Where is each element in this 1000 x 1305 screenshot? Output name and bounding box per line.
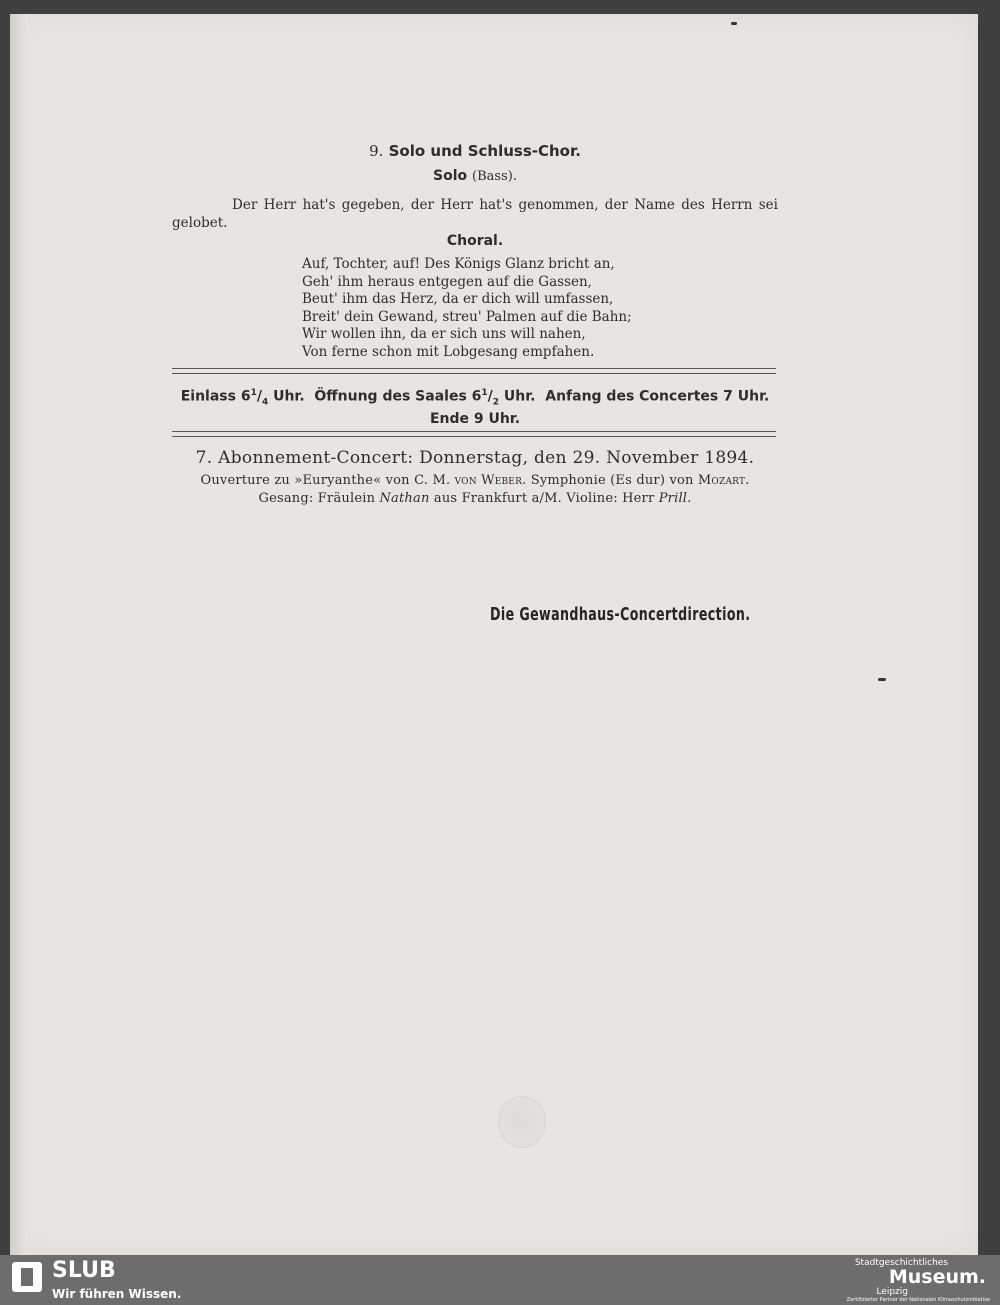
verse-line: Wir wollen ihn, da er sich uns will nahen, [302,326,586,342]
museum-top-line: Stadtgeschichtliches [854,1258,948,1268]
composer-mozart: Mozart [697,473,746,488]
fraction-num: 1 [481,388,488,398]
page-fold-shadow [10,14,28,1255]
einlass-tail: Uhr. [268,388,305,405]
anfang-text: Anfang des Concertes 7 Uhr. [545,388,770,405]
solo-text: Der Herr hat's gegeben, der Herr hat's genommen, der Name des Herrn sei gelobet. [172,197,778,231]
soloist-text: aus Frankfurt a/M. Violine: Herr [429,491,659,506]
slub-tagline: Wir führen Wissen. [52,1287,182,1301]
soloist-nathan: Nathan [379,491,430,506]
verse-line: Beut' ihm das Herz, da er dich will umfassen, [302,291,614,307]
slub-logo-icon[interactable] [12,1262,42,1292]
soloist-text: . [687,491,692,506]
solo-voice: (Bass). [472,169,517,184]
museum-city: Leipzig [876,1287,908,1297]
program-text: Ouverture zu »Euryanthe« von C. M. [200,473,455,488]
solo-label: Solo [433,168,468,184]
program-text: . Symphonie (Es dur) von [522,473,698,488]
soloist-prill: Prill [658,491,688,506]
signature: Die Gewandhaus-Concertdirection. [490,604,751,625]
program-text: . [745,473,750,488]
solo-heading [172,168,778,184]
oeffnung-text: Öffnung des Saales 6 [314,388,482,405]
embossed-stamp [498,1096,546,1148]
fraction-den: 2 [492,397,500,408]
fraction-num: 1 [250,388,257,398]
einlass-text: Einlass 6 [180,388,251,405]
museum-logo[interactable]: Museum. [888,1266,986,1288]
choral-verse [302,256,632,361]
next-concert-program [172,473,778,488]
concert-times [172,385,778,428]
verse-line: Auf, Tochter, auf! Des Königs Glanz bricht an, [302,256,615,272]
ink-speck [731,22,737,25]
verse-line: Geh' ihm heraus entgegen auf die Gassen, [302,273,592,290]
soloist-text: Gesang: Fräulein [258,491,380,506]
double-rule [172,368,776,374]
museum-note: Zertifizierter Partner der Nationalen Klimaschutzinitiative [846,1297,990,1303]
ink-speck [878,678,886,681]
section-heading [172,142,778,160]
verse-line: Von ferne schon mit Lobgesang empfahen. [302,343,595,360]
slub-name[interactable]: SLUB [52,1258,116,1283]
section-number: 9. [369,142,384,160]
double-rule [172,431,776,437]
next-concert-title: 7. Abonnement-Concert: Donnerstag, den 29. November 1894. [195,448,755,468]
choral-heading: Choral. [446,233,504,249]
verse-line: Breit' dein Gewand, streu' Palmen auf die Bahn; [302,308,632,325]
oeffnung-tail: Uhr. [499,388,536,405]
composer-weber: von Weber [454,473,523,488]
ende-text: Ende 9 Uhr. [429,411,521,428]
times-line-1: Einlass $6^1/_4$ Uhr. Öffnung des Saales $6^1/_2$ Uhr. Anfang des Concertes 7 Uhr. [180,388,770,408]
section-title: Solo und Schluss-Chor. [388,142,581,160]
next-concert-soloists [172,491,778,506]
fraction-den: 4 [261,397,269,408]
